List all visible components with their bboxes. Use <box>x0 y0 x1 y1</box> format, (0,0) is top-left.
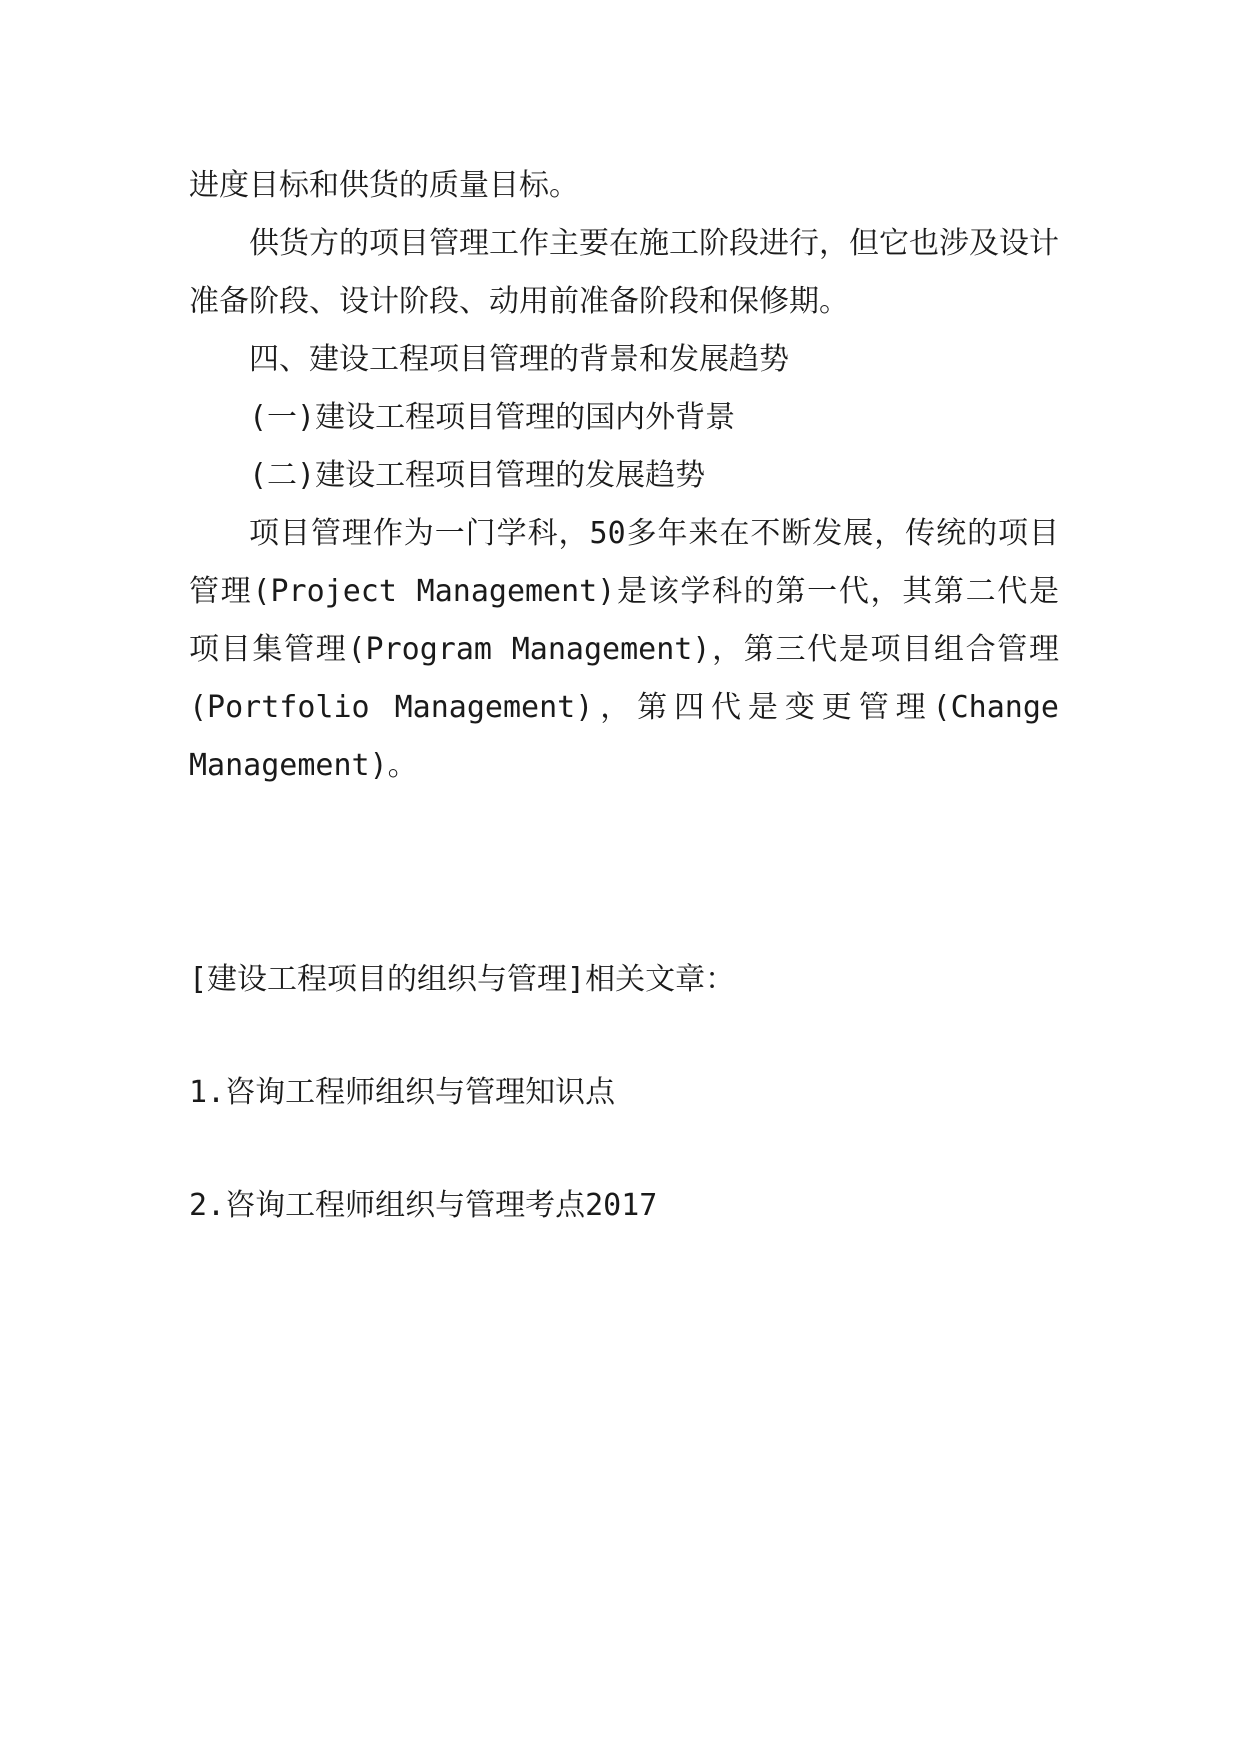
paragraph-supplier-management: 供货方的项目管理工作主要在施工阶段进行，但它也涉及设计准备阶段、设计阶段、动用前准备阶段和保修期。 <box>189 226 1059 319</box>
subsection-heading-domestic-background: (一)建设工程项目管理的国内外背景 <box>249 400 736 435</box>
related-article-link-2[interactable]: 2.咨询工程师组织与管理考点2017 <box>189 1188 658 1223</box>
related-article-link-1[interactable]: 1.咨询工程师组织与管理知识点 <box>189 1075 616 1110</box>
related-articles-heading: [建设工程项目的组织与管理]相关文章： <box>189 962 736 997</box>
section-heading-background-trends: 四、建设工程项目管理的背景和发展趋势 <box>249 342 789 377</box>
subsection-heading-development-trends: (二)建设工程项目管理的发展趋势 <box>249 458 706 493</box>
paragraph-continuation: 进度目标和供货的质量目标。 <box>189 168 579 203</box>
paragraph-project-management-generations: 项目管理作为一门学科，50多年来在不断发展，传统的项目管理(Project Management)是该学科的第一代，其第二代是项目集管理(Program Management)，第三代是项目组合管理(Portfolio Management)，第四代是变更管理(Change Management)。 <box>189 516 1059 783</box>
body-text <box>189 157 1059 795</box>
